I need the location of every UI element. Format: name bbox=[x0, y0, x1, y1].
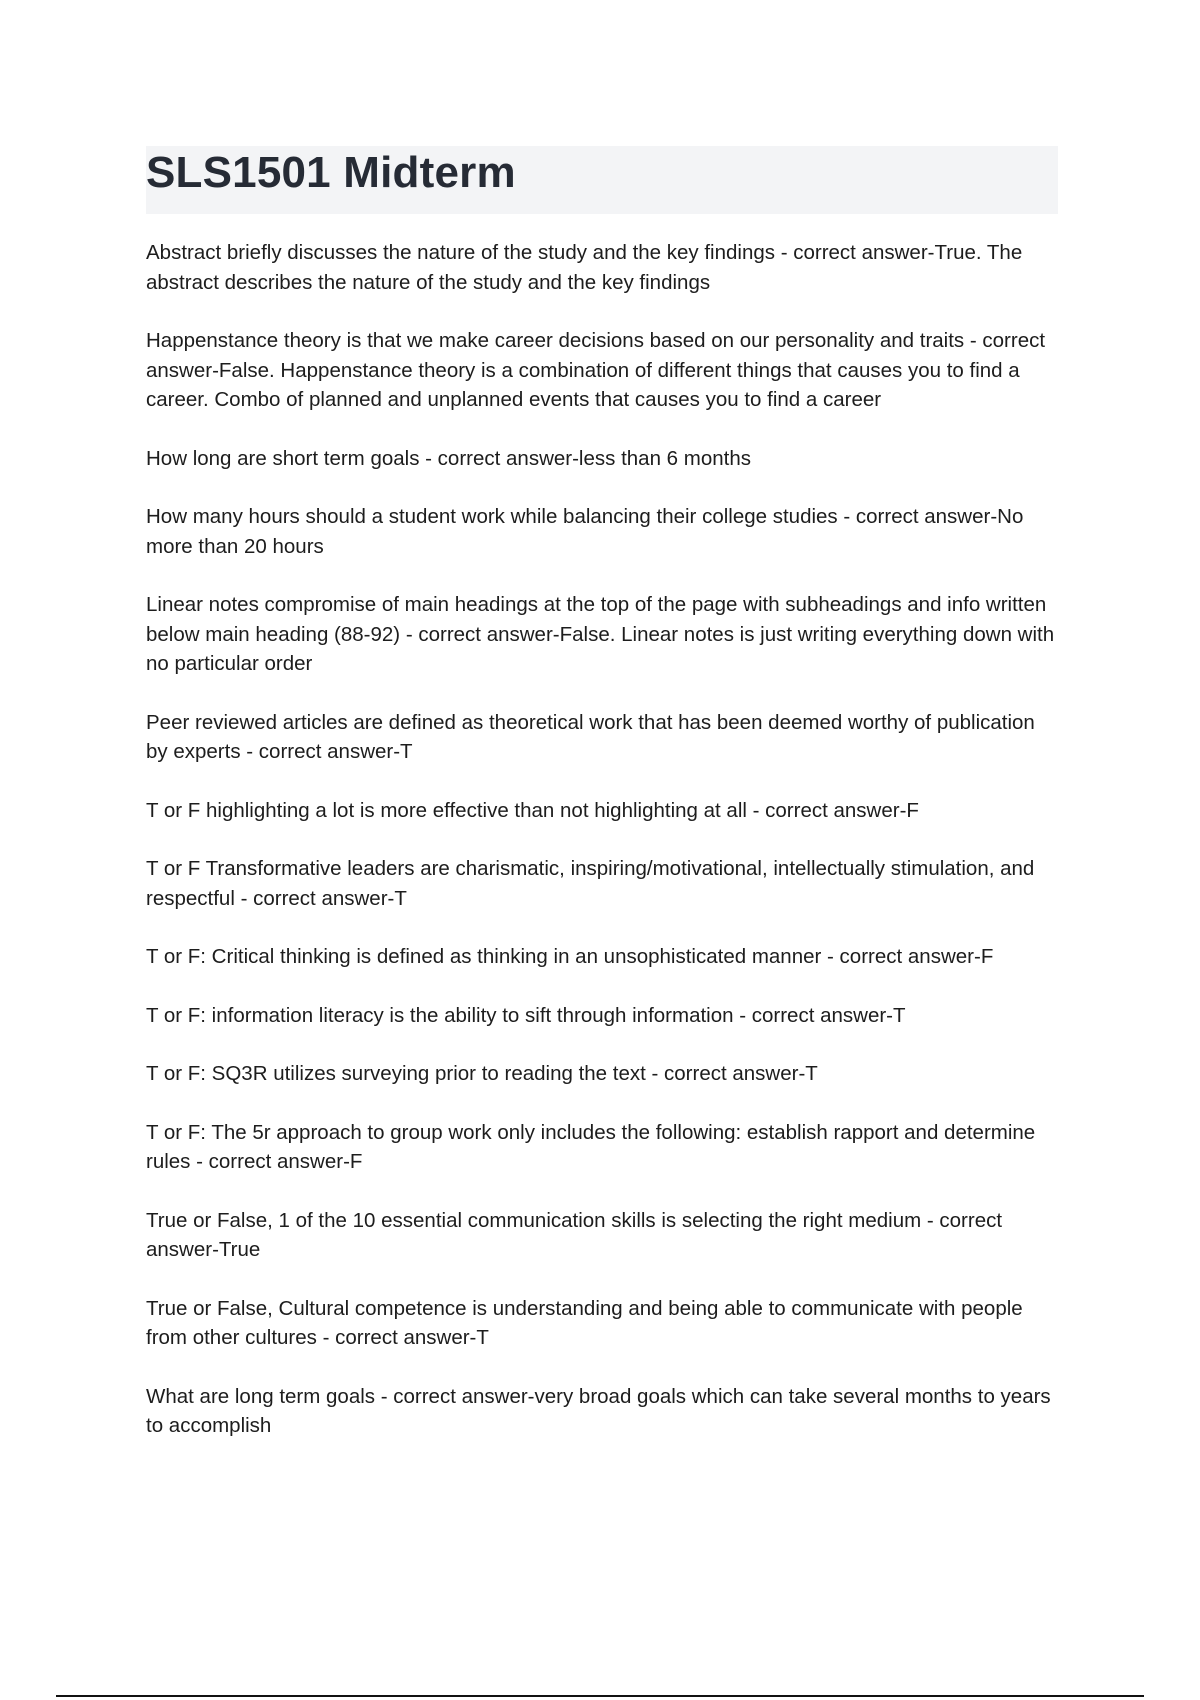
qa-item: Peer reviewed articles are defined as theoretical work that has been deemed worthy of publication by experts - correct answer-T bbox=[146, 710, 1035, 763]
qa-item: T or F: SQ3R utilizes surveying prior to reading the text - correct answer-T bbox=[146, 1062, 818, 1085]
qa-item: True or False, Cultural competence is understanding and being able to communicate with people from other cultures - correct answer-T bbox=[146, 1296, 1023, 1349]
qa-item: How many hours should a student work while balancing their college studies - correct answer-No more than 20 hours bbox=[146, 505, 1024, 558]
qa-item: T or F: information literacy is the ability to sift through information - correct answer-T bbox=[146, 1003, 906, 1027]
qa-item: Linear notes compromise of main headings at the top of the page with subheadings and info written below main heading (88-92) - correct answer-False. Linear notes is just writing everything down with no particular order bbox=[146, 593, 1055, 675]
bottom-rule bbox=[56, 1695, 1144, 1697]
title-band bbox=[146, 146, 1058, 214]
qa-item: Happenstance theory is that we make career decisions based on our personality and traits - correct answer-False. Happenstance theory is a combination of different things that causes you to find a career. Combo of planned and unplanned events that causes you to find a career bbox=[146, 329, 1046, 411]
qa-item: T or F highlighting a lot is more effective than not highlighting at all - correct answer-F bbox=[146, 798, 919, 822]
qa-list bbox=[146, 238, 1058, 1470]
qa-item: What are long term goals - correct answer-very broad goals which can take several months to years to accomplish bbox=[146, 1384, 1051, 1437]
qa-item: T or F: Critical thinking is defined as thinking in an unsophisticated manner - correct answer-F bbox=[146, 945, 994, 968]
qa-item: T or F: The 5r approach to group work only includes the following: establish rapport and determine rules - correct answer-F bbox=[146, 1120, 1036, 1173]
qa-item: Abstract briefly discusses the nature of the study and the key findings - correct answer-True. The abstract describes the nature of the study and the key findings bbox=[146, 241, 1023, 294]
qa-item: How long are short term goals - correct answer-less than 6 months bbox=[146, 446, 752, 470]
qa-item: True or False, 1 of the 10 essential communication skills is selecting the right medium - correct answer-True bbox=[146, 1208, 1003, 1261]
qa-item: T or F Transformative leaders are charismatic, inspiring/motivational, intellectually stimulation, and respectful - correct answer-T bbox=[146, 857, 1035, 910]
page-title: SLS1501 Midterm bbox=[146, 148, 516, 197]
